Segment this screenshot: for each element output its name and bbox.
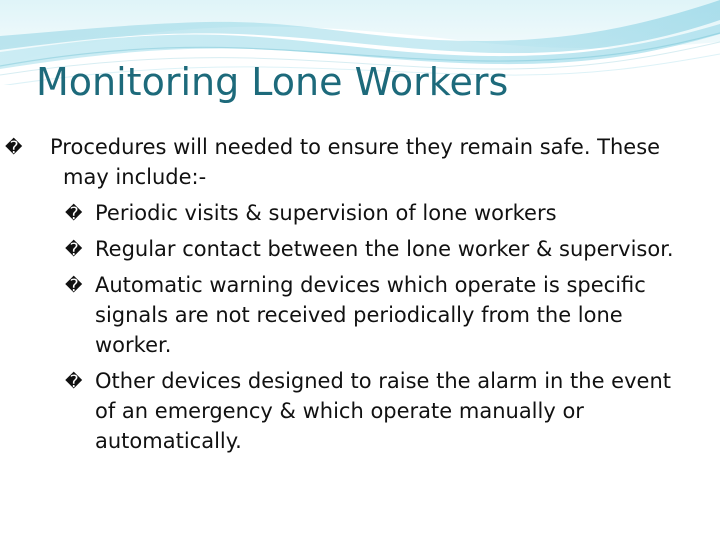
list-item	[65, 270, 684, 360]
list-item-text: Other devices designed to raise the alarm in the event of an emergency & which operate manually or automatically.	[95, 369, 671, 453]
bullet-icon: �	[65, 372, 83, 392]
bullet-icon: �	[65, 204, 83, 224]
list-item	[65, 234, 684, 264]
bullet-icon: �	[65, 240, 83, 260]
intro-paragraph	[5, 132, 684, 192]
intro-text: Procedures will needed to ensure they remain safe. These may include:-	[50, 135, 661, 189]
slide-content	[5, 132, 684, 456]
list-item	[65, 366, 684, 456]
list-item	[65, 198, 684, 228]
slide-title: Monitoring Lone Workers	[36, 60, 509, 104]
list-item-text: Periodic visits & supervision of lone workers	[95, 201, 557, 225]
bullet-icon: �	[65, 276, 83, 296]
list-item-text: Regular contact between the lone worker & supervisor.	[95, 237, 674, 261]
bullet-icon: �	[5, 138, 23, 158]
list-item-text: Automatic warning devices which operate is specific signals are not received periodically from the lone worker.	[95, 273, 646, 357]
